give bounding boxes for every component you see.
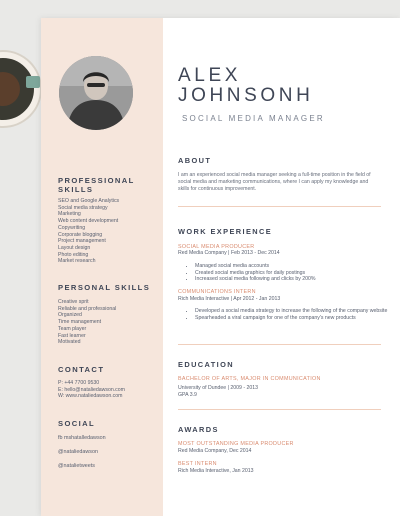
job-bullets [178, 308, 400, 321]
skill-item: Web content development [58, 218, 119, 225]
about-heading: ABOUT [178, 156, 212, 165]
skill-item: Team player [58, 325, 87, 332]
award-meta: Rich Media Interactive, Jan 2013 [178, 468, 254, 474]
school: University of Dundee | 2009 - 2013 [178, 385, 259, 391]
skill-item: Fast learner [58, 332, 86, 339]
award-meta: Red Media Company, Dec 2014 [178, 448, 252, 454]
job-bullet: • Spearheaded a viral campaign for one of the company's new products [195, 315, 400, 322]
coffee-surface [0, 72, 20, 106]
contact-email[interactable]: E: hello@nataliedawson.com [58, 386, 125, 393]
job-bullet: • Increased social media following and clicks by 200% [195, 276, 400, 283]
gpa: GPA 3.9 [178, 392, 197, 398]
resume-sidebar [41, 18, 163, 516]
job-bullet: • Created social media graphics for daily postings [195, 270, 400, 277]
awards-heading: AWARDS [178, 425, 219, 434]
skill-item: Layout design [58, 244, 91, 251]
professional-skills-heading: PROFESSIONAL SKILLS [58, 176, 135, 194]
section-divider [178, 409, 381, 410]
personal-skills-heading: PERSONAL SKILLS [58, 283, 151, 292]
social-heading: SOCIAL [58, 419, 96, 428]
job-meta: Red Media Company | Feb 2013 - Dec 2014 [178, 250, 280, 256]
job-title: SOCIAL MEDIA MANAGER [182, 114, 325, 123]
coffee-mug-decoration [0, 52, 40, 126]
skill-item: Reliable and professional [58, 305, 117, 312]
skill-item: Organized [58, 312, 82, 319]
degree: BACHELOR OF ARTS, MAJOR IN COMMUNICATION [178, 376, 321, 382]
job-role: COMMUNICATIONS INTERN [178, 289, 256, 295]
skill-item: Creative sprit [58, 299, 89, 305]
job-role: SOCIAL MEDIA PRODUCER [178, 244, 255, 250]
job-bullet: • Developed a social media strategy to increase the following of the company website [195, 308, 400, 315]
professional-skills-list [58, 198, 158, 265]
work-experience-heading: WORK EXPERIENCE [178, 227, 273, 236]
social-instagram[interactable]: @nataliedawson [58, 449, 98, 455]
about-text: I am an experienced social media manager seeking a full-time position in the field of social media and marketing communications, where I can apply my knowledge and skills for continuous improvement. [178, 172, 371, 192]
contact-list [58, 380, 158, 400]
skill-item: Copywriting [58, 224, 86, 231]
job-meta: Rich Media Interactive | Apr 2012 - Jan 2013 [178, 296, 281, 302]
profile-photo-illustration [59, 56, 133, 130]
job-bullets [178, 263, 400, 283]
award-name: MOST OUTSTANDING MEDIA PRODUCER [178, 441, 294, 447]
personal-skills-list [58, 299, 158, 346]
first-name: ALEX [178, 65, 241, 86]
last-name: JOHNSONH [178, 85, 314, 106]
award-name: BEST INTERN [178, 461, 217, 467]
skill-item: Marketing [58, 211, 81, 218]
job-bullet: • Managed social media accounts [195, 263, 400, 270]
profile-photo [59, 56, 133, 130]
social-facebook[interactable]: fb mshatalledawson [58, 435, 106, 441]
section-divider [178, 344, 381, 345]
contact-heading: CONTACT [58, 365, 105, 374]
contact-website[interactable]: W: www.nataliedawson.com [58, 393, 123, 400]
skill-item: Time management [58, 319, 102, 326]
skill-item: Market research [58, 258, 96, 265]
resume-page [41, 18, 400, 516]
skill-item: Motivated [58, 339, 81, 346]
skill-item: Corporate blogging [58, 231, 103, 238]
social-twitter[interactable]: @natalietweets [58, 463, 95, 469]
education-heading: EDUCATION [178, 360, 234, 369]
skill-item: Social media strategy [58, 204, 108, 211]
contact-phone: P: +44 7700 9530 [58, 380, 100, 386]
section-divider [178, 206, 381, 207]
skill-item: Project management [58, 238, 106, 245]
skill-item: SEO and Google Analytics [58, 198, 120, 204]
skill-item: Photo editing [58, 251, 89, 258]
mug-handle-decoration [26, 76, 40, 88]
